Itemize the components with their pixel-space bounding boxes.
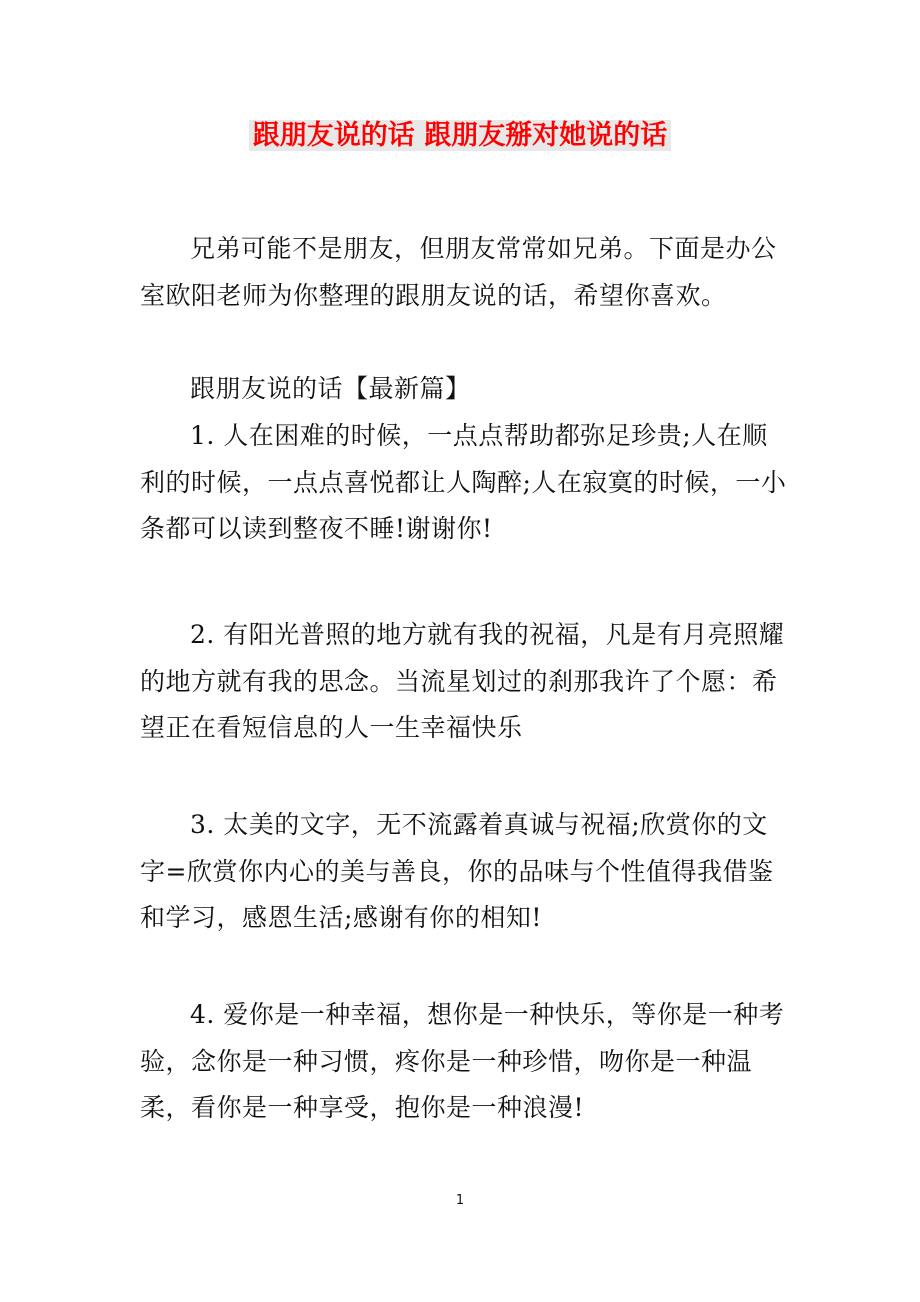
page-number: 1 bbox=[455, 1193, 465, 1208]
document-title bbox=[0, 114, 920, 158]
intro-paragraph: 兄弟可能不是朋友，但朋友常常如兄弟。下面是办公室欧阳老师为你整理的跟朋友说的话，希望你喜欢。 bbox=[140, 234, 777, 310]
list-item: 4. 爱你是一种幸福，想你是一种快乐，等你是一种考验，念你是一种习惯，疼你是一种珍惜，吻你是一种温柔，看你是一种享受，抱你是一种浪漫! bbox=[140, 1000, 785, 1122]
list-item: 3. 太美的文字，无不流露着真诚与祝福;欣赏你的文字=欣赏你内心的美与善良，你的品味与个性值得我借鉴和学习，感恩生活;感谢有你的相知! bbox=[140, 810, 774, 932]
list-item: 2. 有阳光普照的地方就有我的祝福，凡是有月亮照耀的地方就有我的思念。当流星划过的刹那我许了个愿：希望正在看短信息的人一生幸福快乐 bbox=[140, 620, 785, 742]
section-heading: 跟朋友说的话【最新篇】 bbox=[190, 374, 471, 403]
document-title-text: 跟朋友说的话 跟朋友掰对她说的话 bbox=[249, 120, 671, 151]
list-item: 1. 人在困难的时候，一点点帮助都弥足珍贵;人在顺利的时候，一点点喜悦都让人陶醉;人在寂寞的时候，一小条都可以读到整夜不睡!谢谢你! bbox=[140, 421, 787, 543]
